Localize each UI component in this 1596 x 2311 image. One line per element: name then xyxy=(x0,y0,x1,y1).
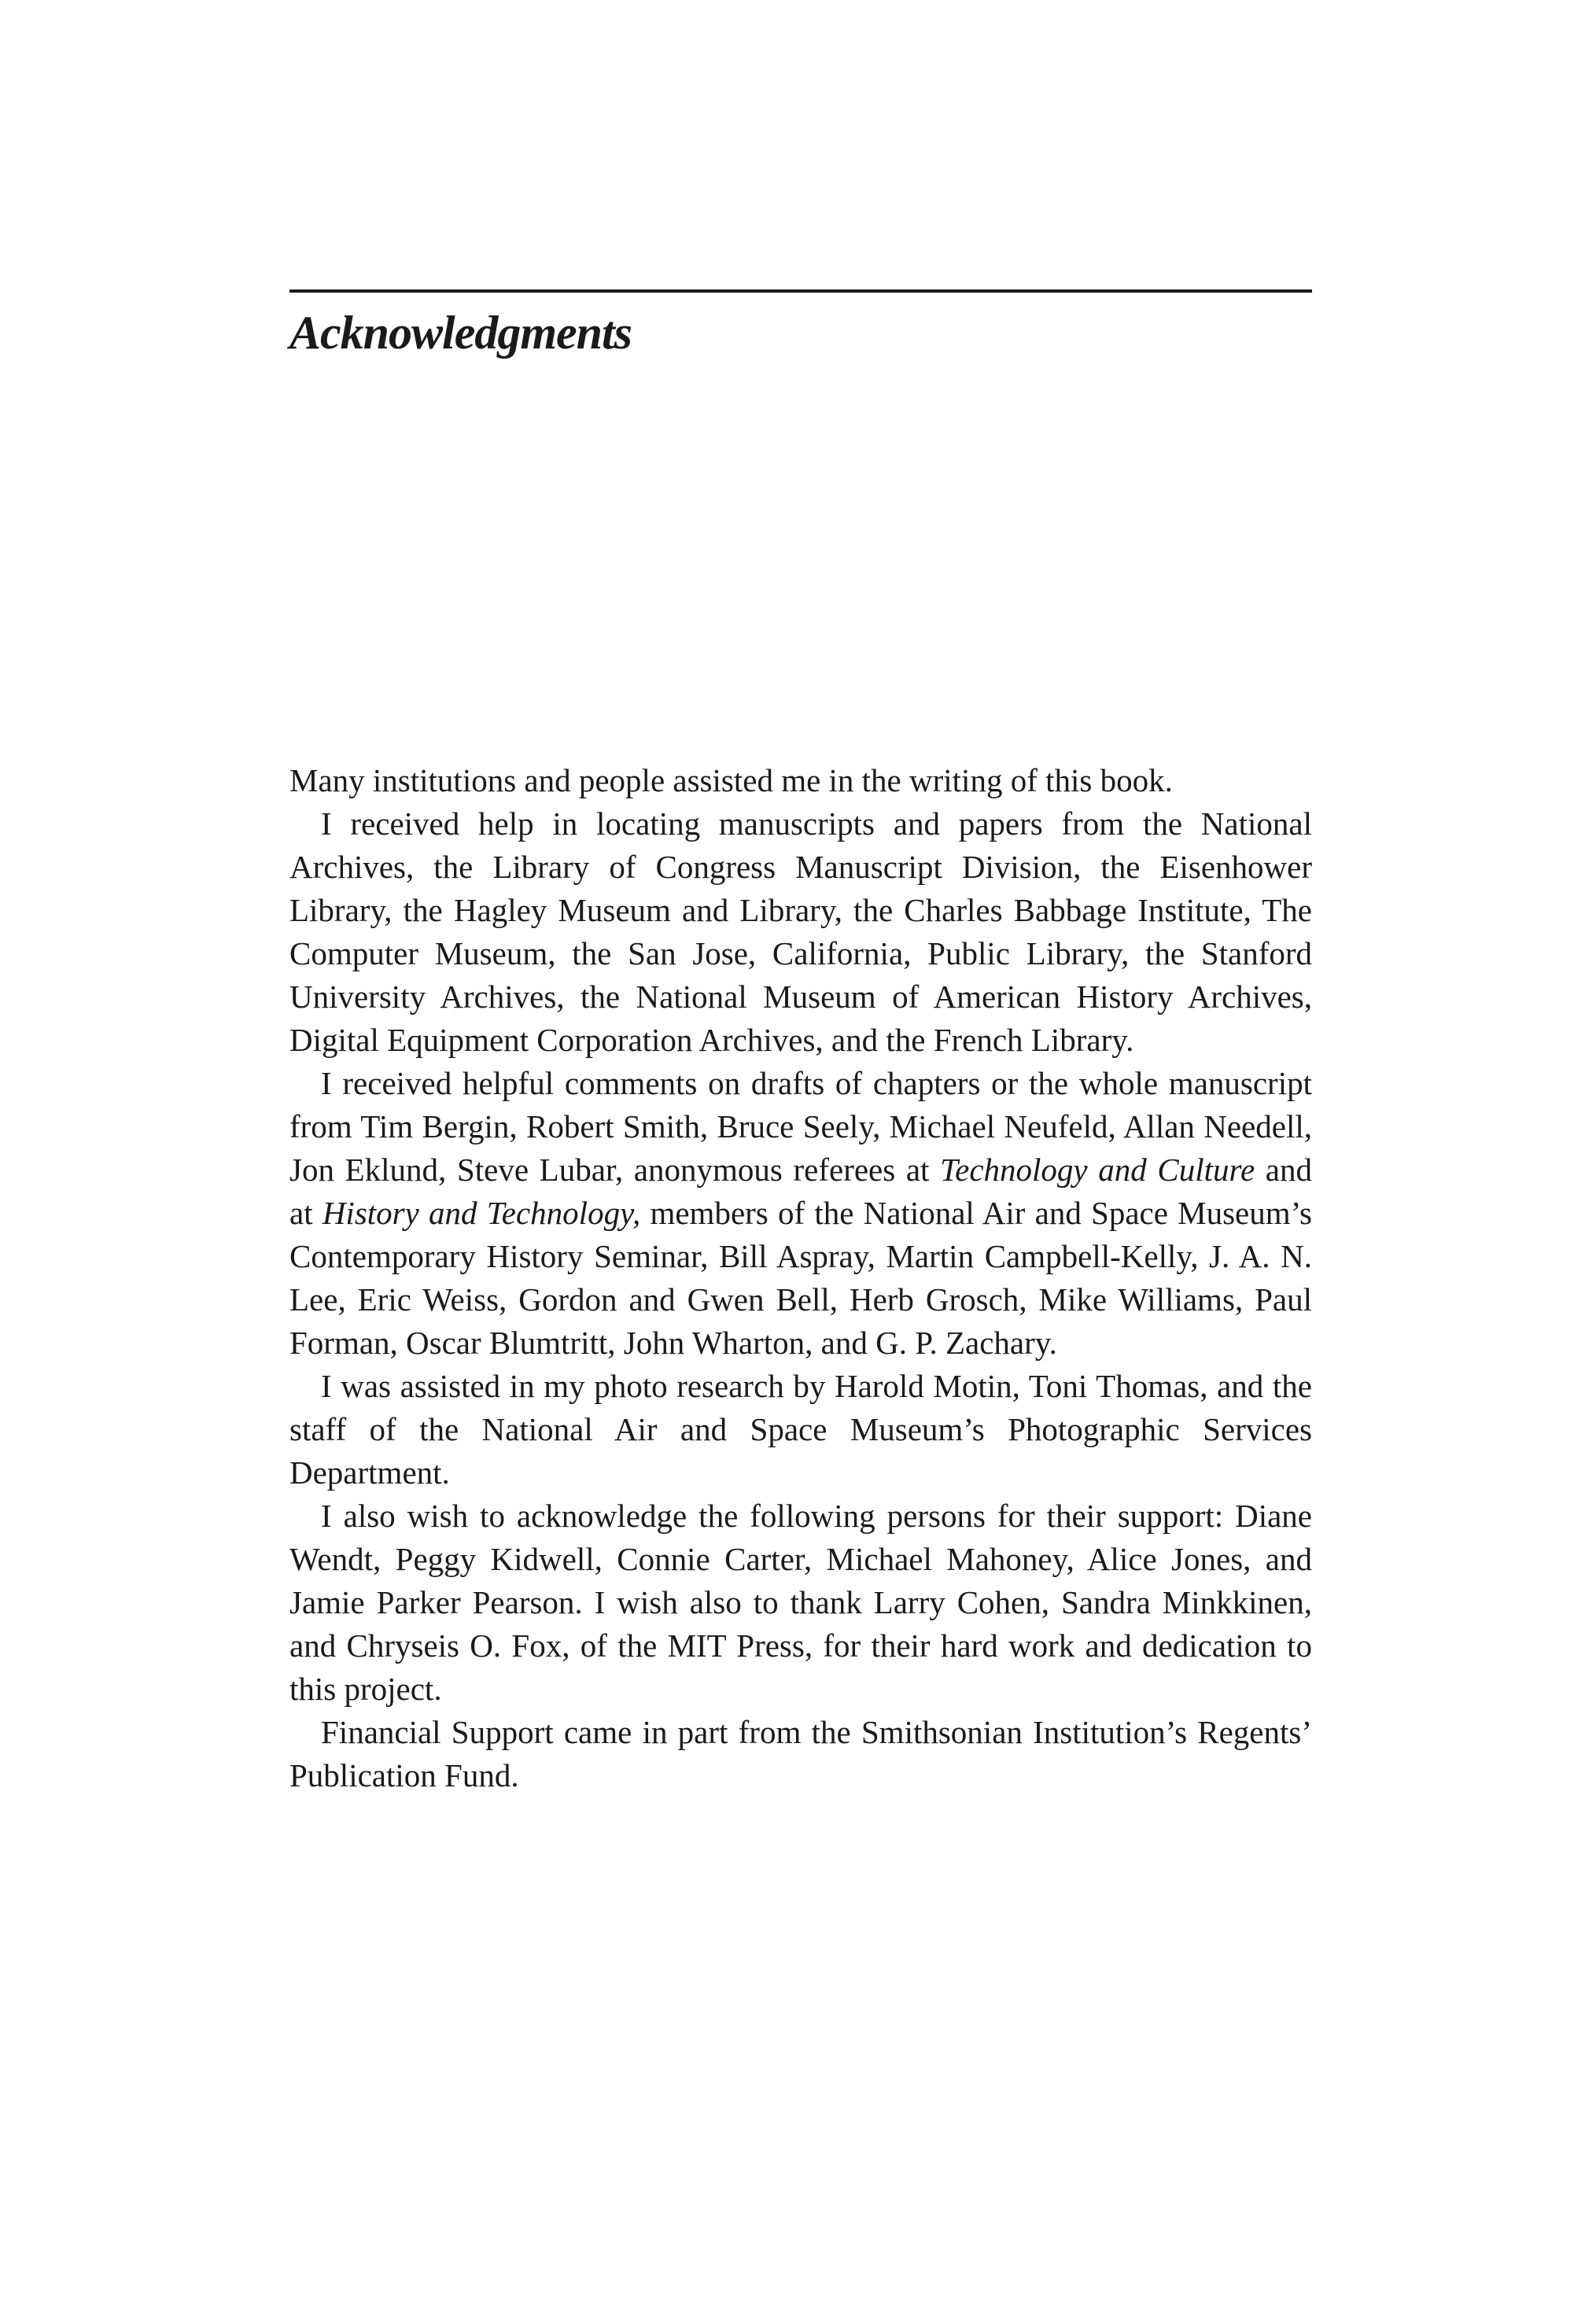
page-title: Acknowledgments xyxy=(289,307,632,359)
heading-rule xyxy=(289,289,1312,293)
journal-title-technology-and-culture: Technology and Culture xyxy=(940,1152,1255,1188)
paragraph-funding: Financial Support came in part from the Smithsonian Institution’s Regents’ Publication Fund. xyxy=(289,1714,1312,1793)
paragraph-support: I also wish to acknowledge the following persons for their support: Diane Wendt, Peggy Kidwell, Connie Carter, Michael Mahoney, Alice Jones, and Jamie Parker Pearson. I wish also to thank Larry Cohen, Sandra Minkkinen, and Chryseis O. Fox, of the MIT Press, for their hard work and dedication to this project. xyxy=(289,1498,1312,1707)
paragraph-photo-research: I was assisted in my photo research by Harold Motin, Toni Thomas, and the staff of the National Air and Space Museum’s Photographic Services Department. xyxy=(289,1368,1312,1491)
paragraph-archives: I received help in locating manuscripts and papers from the National Archives, the Library of Congress Manuscript Division, the Eisenhower Library, the Hagley Museum and Library, the Charles Babbage Institute, The Computer Museum, the San Jose, California, Public Library, the Stanford University Archives, the National Museum of American History Archives, Digital Equipment Corporation Archives, and the French Library. xyxy=(289,805,1312,1058)
paragraph-comments-part3: members of the National Air and Space Museum’s Contemporary History Seminar, Bill Aspray, Martin Campbell-Kelly, J. A. N. Lee, Eric Weiss, Gordon and Gwen Bell, Herb Grosch, Mike Williams, Paul Forman, Oscar Blumtritt, John Wharton, and G. P. Zachary. xyxy=(289,1195,1312,1361)
paragraph-comments-part2: and at xyxy=(289,1152,1312,1231)
acknowledgments-body xyxy=(289,759,1312,1797)
paragraph-intro: Many institutions and people assisted me in the writing of this book. xyxy=(289,762,1173,798)
paragraph-comments-part1: I received helpful comments on drafts of chapters or the whole manuscript from Tim Bergin, Robert Smith, Bruce Seely, Michael Neufeld, Allan Needell, Jon Eklund, Steve Lubar, anonymous referees at xyxy=(289,1065,1312,1188)
journal-title-history-and-technology: History and Technology, xyxy=(322,1195,641,1231)
paragraph-comments xyxy=(289,1062,1312,1365)
